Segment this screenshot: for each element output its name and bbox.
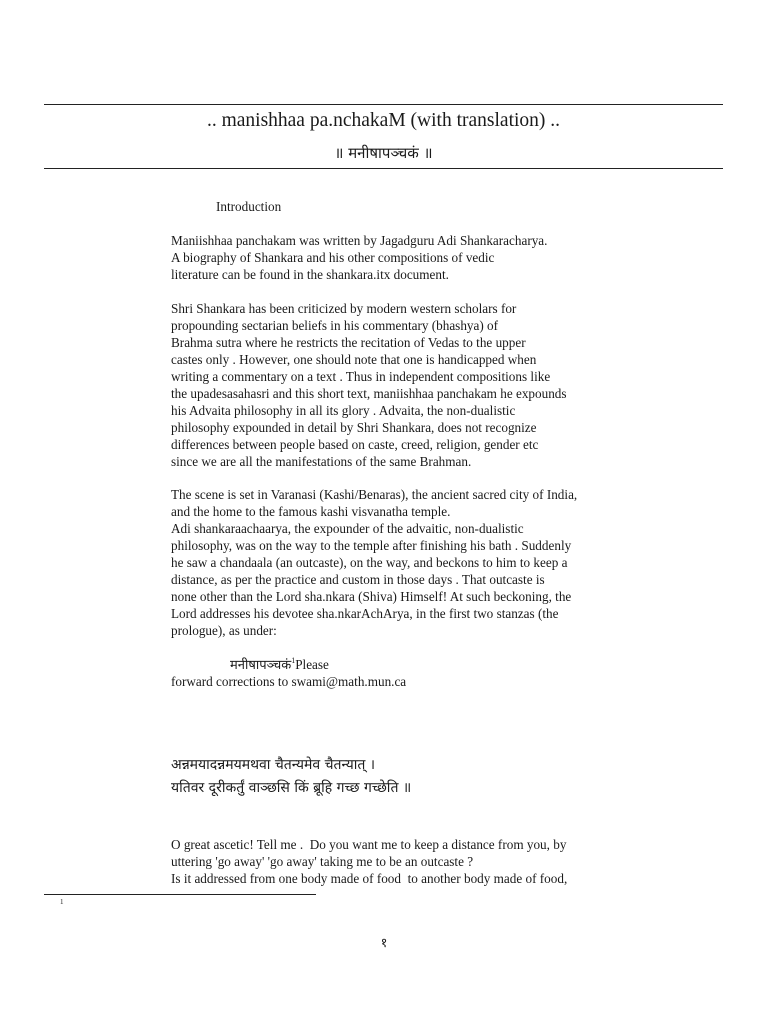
verse-line-2: यतिवर दूरीकर्तुं वाञ्छसि किं ब्रूहि गच्छ गच्छेति ॥ [171, 780, 412, 796]
verse-line-1: अन्नमयादन्नमयमथवा चैतन्यमेव चैतन्यात् । [171, 757, 376, 773]
intro-paragraph-3: The scene is set in Varanasi (Kashi/Benaras), the ancient sacred city of India, and the home to the famous kashi visvanatha temple. Adi shankaraachaarya, the expounder of the advaitic, non-dualistic philosophy, was on the way to the temple after finishing his bath . Suddenly he saw a chandaala (an outcaste), on the way, and beckons to him to keep a distance, as per the practice and custom in those days . That outcaste is none other than the Lord sha.nkara (Shiva) Himself! At such beckoning, the Lord addresses his devotee sha.nkarAchArya, in the first two stanzas (the prologue), as under: [171, 487, 578, 638]
sanskrit-label-line [230, 655, 329, 673]
forward-corrections-line: forward corrections to swami@math.mun.ca [171, 674, 407, 689]
header-top-rule [44, 104, 723, 105]
intro-paragraph-2: Shri Shankara has been criticized by modern western scholars for propounding sectarian beliefs in his commentary (bhashya) of Brahma sutra where he restricts the recitation of Vedas to the upper castes only . However, one should note that one is handicapped when writing a commentary on a text . Thus in independent compositions like the upadesasahasri and this short text, maniishhaa panchakam he expounds his Advaita philosophy in all its glory . Advaita, the non-dualistic philosophy expounded in detail by Shri Shankara, does not recognize differences between people based on caste, creed, religion, gender etc since we are all the manifestations of the same Brahman. [171, 301, 567, 469]
page-number: १ [380, 936, 388, 951]
footnote-rule [44, 894, 316, 895]
document-subtitle: ॥ मनीषापञ्चकं ॥ [334, 144, 433, 162]
footnote-marker: 1 [60, 898, 64, 906]
intro-heading: Introduction [216, 199, 282, 214]
intro-paragraph-1: Maniishhaa panchakam was written by Jagadguru Adi Shankaracharya. A biography of Shankara and his other compositions of vedic literature can be found in the shankara.itx document. [171, 233, 548, 282]
header-bottom-rule [44, 168, 723, 169]
sanskrit-label: मनीषापञ्चकं [230, 658, 292, 673]
footnote-reference: 1 [291, 656, 296, 665]
translation-paragraph: O great ascetic! Tell me . Do you want me to keep a distance from you, by uttering 'go away' 'go away' taking me to be an outcaste ? Is it addressed from one body made of food to another body made of food, [171, 837, 568, 886]
please-text: Please [295, 657, 329, 672]
document-title: .. manishhaa pa.nchakaM (with translation) .. [206, 110, 561, 131]
